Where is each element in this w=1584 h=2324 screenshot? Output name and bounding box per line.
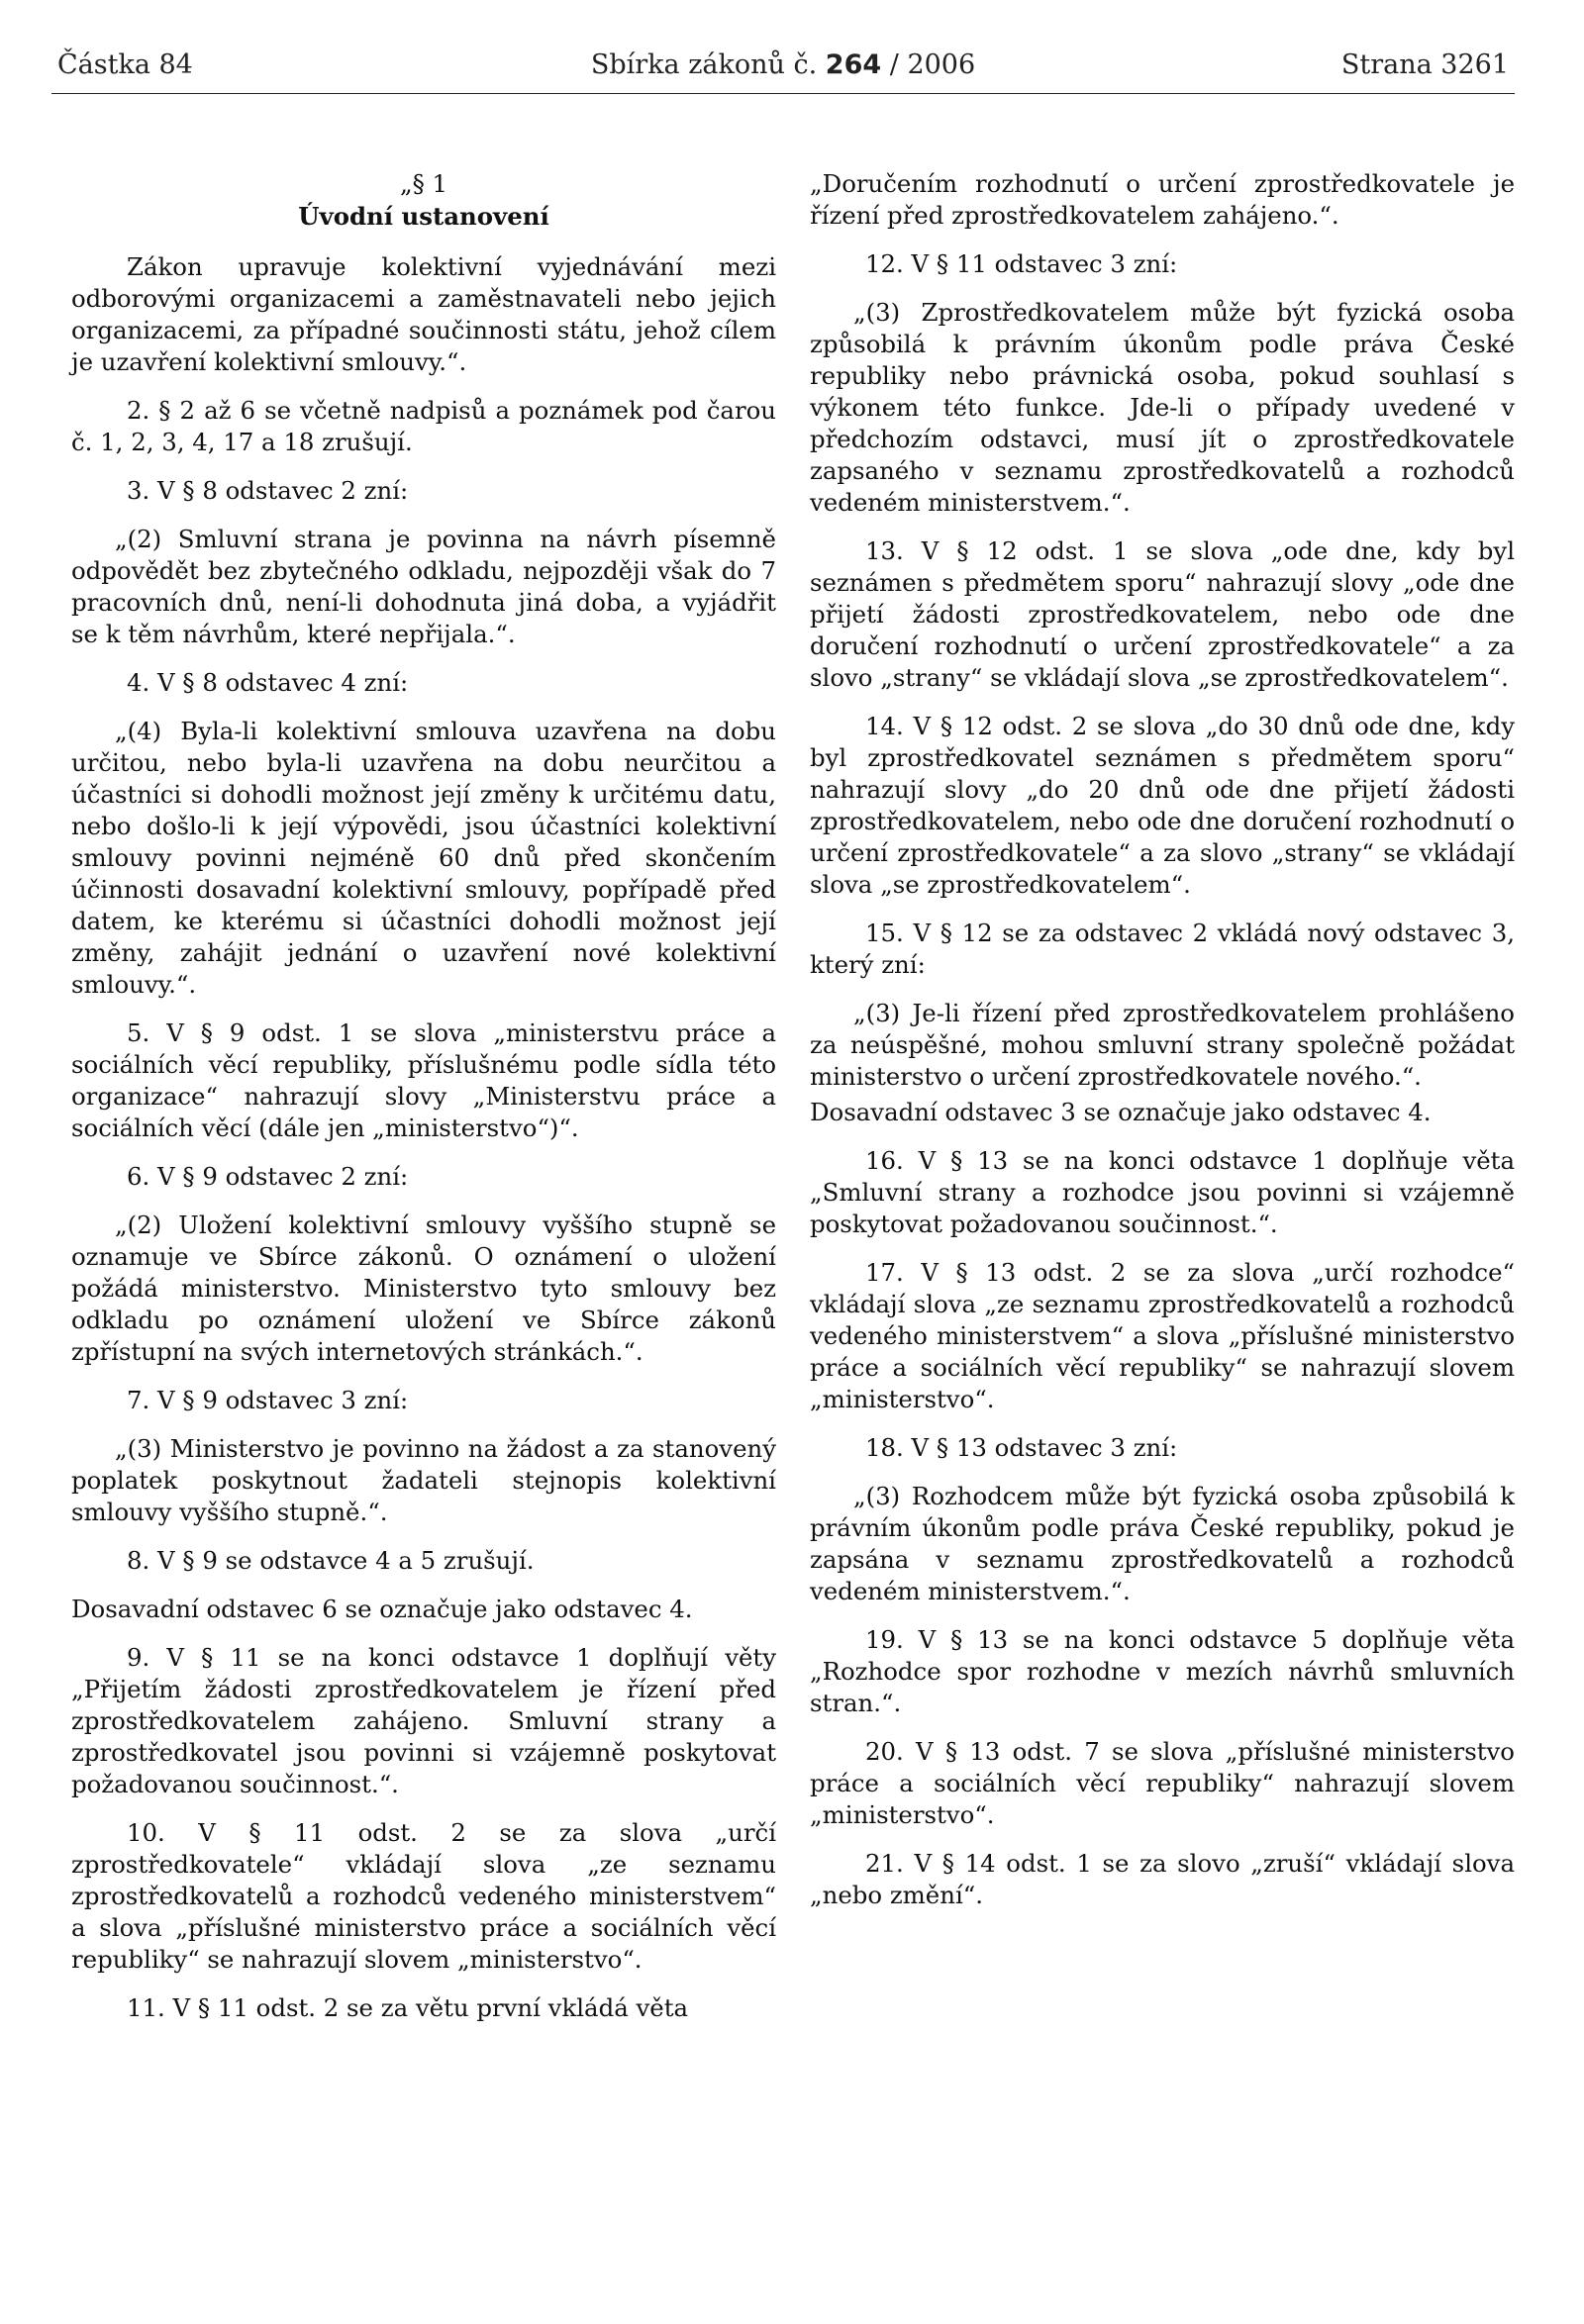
quoted-text: „(2) Uložení kolektivní smlouvy vyššího stupně se oznamuje ve Sbírce zákonů. O oznámení o uložení požádá ministerstvo. Ministerstvo tyto smlouvy bez odkladu po oznámení uložení ve Sbírce zákonů zpřístupní na svých internetových stránkách.“.	[71, 1210, 776, 1366]
amendment-item: 3. V § 8 odstavec 2 zní:	[127, 476, 409, 505]
amendment-item: 13. V § 12 odst. 1 se slova „ode dne, kdy byl seznámen s předmětem sporu“ nahrazují slovy „ode dne přijetí žádosti zprostředkovatelem, nebo ode dne doručení rozhodnutí o určení zprostředkovatele“ a za slovo „strany“ se vkládají slova „se zprostředkovatelem“.	[810, 536, 1515, 692]
amendment-item: 12. V § 11 odstavec 3 zní:	[865, 249, 1178, 278]
amendment-item: 19. V § 13 se na konci odstavce 5 doplňuje věta „Rozhodce spor rozhodne v mezích návrhů smluvních stran.“.	[810, 1625, 1515, 1717]
amendment-item: 11. V § 11 odst. 2 se za větu první vkládá věta	[127, 1993, 689, 2022]
issue-number: Částka 84	[57, 49, 193, 80]
left-column	[71, 168, 776, 2041]
amendment-item: 7. V § 9 odstavec 3 zní:	[127, 1386, 409, 1414]
amendment-item: 8. V § 9 se odstavce 4 a 5 zrušují.	[127, 1546, 535, 1575]
note-text: Dosavadní odstavec 3 se označuje jako odstavec 4.	[810, 1098, 1432, 1126]
law-year: / 2006	[889, 49, 976, 80]
quoted-text: „(4) Byla-li kolektivní smlouva uzavřena na dobu určitou, nebo byla-li uzavřena na dobu neurčitou a účastníci si dohodli možnost její změny k určitému datu, nebo došlo-li k její výpovědi, jsou účastníci kolektivní smlouvy povinni nejméně 60 dnů před skončením účinnosti dosavadní kolektivní smlouvy, popřípadě před datem, ke kterému si účastníci dohodli možnost její změny, zahájit jednání o uzavření nové kolektivní smlouvy.“.	[71, 717, 776, 999]
amendment-item: 20. V § 13 odst. 7 se slova „příslušné ministerstvo práce a sociálních věcí republiky“ nahrazují slovem „ministerstvo“.	[810, 1737, 1515, 1829]
quoted-text: „(3) Zprostředkovatelem může být fyzická osoba způsobilá k právním úkonům podle práva České republiky nebo právnická osoba, pokud souhlasí s výkonem této funkce. Jde-li o případy uvedené v předchozím odstavci, musí jít o zprostředkovatele zapsaného v seznamu zprostředkovatelů a rozhodců vedeném ministerstvem.“.	[810, 298, 1515, 517]
amendment-item: 18. V § 13 odstavec 3 zní:	[865, 1433, 1178, 1462]
collection-title	[51, 49, 1515, 80]
quoted-text: „(3) Ministerstvo je povinno na žádost a za stanovený poplatek poskytnout žadateli stejnopis kolektivní smlouvy vyššího stupně.“.	[71, 1434, 776, 1526]
amendment-item: 6. V § 9 odstavec 2 zní:	[127, 1162, 409, 1191]
section-title: Úvodní ustanovení	[298, 202, 549, 231]
collection-name: Sbírka zákonů č.	[590, 49, 818, 80]
amendment-item: 10. V § 11 odst. 2 se za slova „určí zprostředkovatele“ vkládají slova „ze seznamu zprostředkovatelů a rozhodců vedeného ministerstvem“ a slova „příslušné ministerstvo práce a sociálních věcí republiky“ se nahrazují slovem „ministerstvo“.	[71, 1818, 776, 1974]
quoted-text: „(3) Je-li řízení před zprostředkovatelem prohlášeno za neúspěšné, mohou smluvní strany společně požádat ministerstvo o určení zprostředkovatele nového.“.	[810, 999, 1515, 1091]
quoted-text: „(3) Rozhodcem může být fyzická osoba způsobilá k právním úkonům podle práva České republiky, pokud je zapsána v seznamu zprostředkovatelů a rozhodců vedeném ministerstvem.“.	[810, 1482, 1515, 1605]
section-number: „§ 1	[399, 169, 448, 198]
amendment-item: 16. V § 13 se na konci odstavce 1 doplňuje věta „Smluvní strany a rozhodce jsou povinni si vzájemně poskytovat požadovanou součinnost.“.	[810, 1146, 1515, 1238]
note-text: Dosavadní odstavec 6 se označuje jako odstavec 4.	[71, 1595, 693, 1623]
amendment-item: 15. V § 12 se za odstavec 2 vkládá nový odstavec 3, který zní:	[810, 919, 1515, 979]
right-column	[810, 168, 1515, 1928]
page-header	[51, 46, 1515, 94]
amendment-item: 4. V § 8 odstavec 4 zní:	[127, 668, 409, 697]
amendment-item: 21. V § 14 odst. 1 se za slovo „zruší“ vkládají slova „nebo změní“.	[810, 1849, 1515, 1909]
quoted-text: „(2) Smluvní strana je povinna na návrh písemně odpovědět bez zbytečného odkladu, nejpozději však do 7 pracovních dnů, není-li dohodnuta jiná doba, a vyjádřit se k těm návrhům, které nepřijala.“.	[71, 525, 776, 648]
law-number: 264	[825, 49, 882, 80]
quoted-text: „Doručením rozhodnutí o určení zprostředkovatele je řízení před zprostředkovatelem zahájeno.“.	[810, 169, 1515, 230]
paragraph: Zákon upravuje kolektivní vyjednávání mezi odborovými organizacemi a zaměstnavateli nebo jejich organizacemi, za případné součinnosti státu, jehož cílem je uzavření kolektivní smlouvy.“.	[71, 252, 776, 376]
page-number: Strana 3261	[1340, 49, 1509, 80]
amendment-item: 17. V § 13 odst. 2 se za slova „určí rozhodce“ vkládají slova „ze seznamu zprostředkovatelů a rozhodců vedeného ministerstvem“ a slova „příslušné ministerstvo práce a sociálních věcí republiky“ se nahrazují slovem „ministerstvo“.	[810, 1258, 1515, 1413]
amendment-item: 14. V § 12 odst. 2 se slova „do 30 dnů ode dne, kdy byl zprostředkovatel seznámen s předmětem sporu“ nahrazují slovy „do 20 dnů ode dne přijetí žádosti zprostředkovatelem, nebo ode dne doručení rozhodnutí o určení zprostředkovatele“ a za slovo „strany“ se vkládají slova „se zprostředkovatelem“.	[810, 712, 1515, 899]
amendment-item: 9. V § 11 se na konci odstavce 1 doplňují věty „Přijetím žádosti zprostředkovatelem je řízení před zprostředkovatelem zahájeno. Smluvní strany a zprostředkovatel jsou povinni si vzájemně poskytovat požadovanou součinnost.“.	[71, 1643, 776, 1798]
amendment-item: 2. § 2 až 6 se včetně nadpisů a poznámek pod čarou č. 1, 2, 3, 4, 17 a 18 zrušují.	[71, 396, 776, 456]
amendment-item: 5. V § 9 odst. 1 se slova „ministerstvu práce a sociálních věcí republiky, příslušnému podle sídla této organizace“ nahrazují slovy „Ministerstvu práce a sociálních věcí (dále jen „ministerstvo“)“.	[71, 1018, 776, 1142]
